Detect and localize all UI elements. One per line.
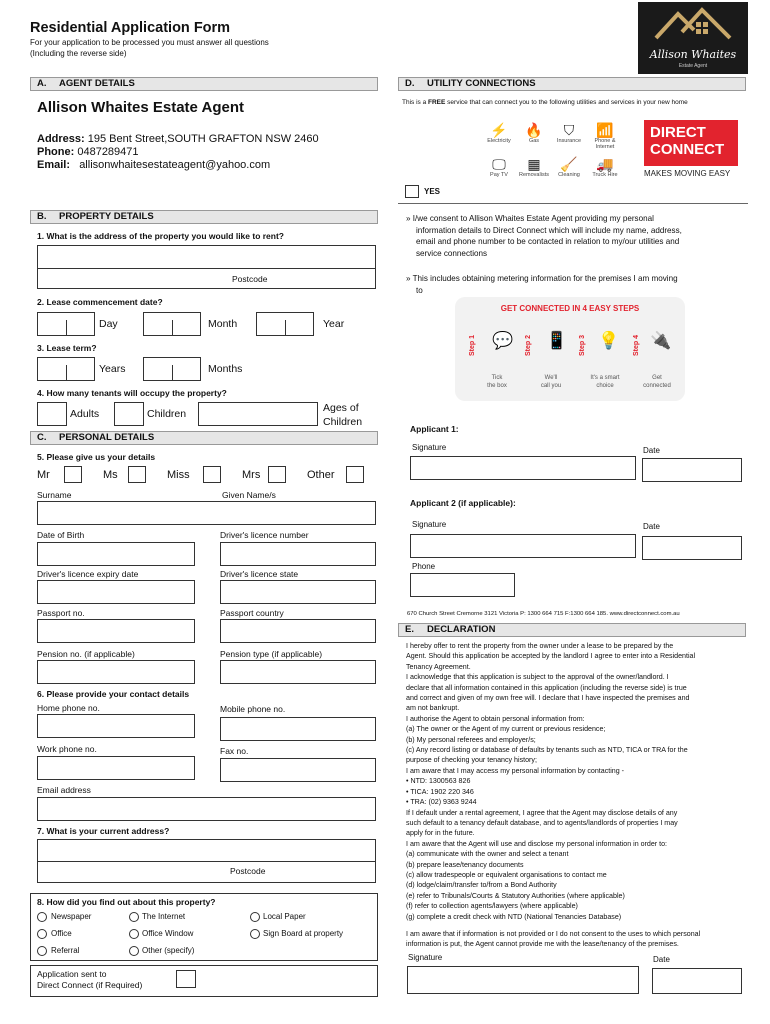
- cleaning-icon: 🧹 Cleaning: [558, 156, 580, 178]
- licence-number-label: Driver's licence number: [220, 530, 309, 540]
- declaration-signature-label: Signature: [408, 953, 443, 962]
- form-subtitle-2: (Including the reverse side): [30, 49, 127, 58]
- newspaper-label: Newspaper: [51, 912, 92, 921]
- applicant-1-label: Applicant 1:: [410, 424, 459, 434]
- phone-label: Phone: [412, 562, 436, 571]
- logo-name: Allison Whaites: [649, 48, 737, 61]
- applicant-2-date-input[interactable]: [642, 536, 742, 560]
- section-b-header: B. PROPERTY DETAILS: [30, 210, 378, 224]
- step-3-caption: It's a smart choice: [590, 375, 620, 389]
- sent-label: Application sent to Direct Connect (if Required): [37, 969, 143, 990]
- licence-expiry-input[interactable]: [37, 580, 195, 604]
- email-input[interactable]: [37, 797, 376, 821]
- ms-label: Ms: [103, 469, 118, 481]
- home-phone-input[interactable]: [37, 714, 195, 738]
- consent-text: » I/we consent to Allison Whaites Estate Agent providing my personal information details to Direct Connect which will include my name, address, email and phone number to be contacted in relation to my/our utilities and service connections: [406, 214, 682, 258]
- fax-label: Fax no.: [220, 746, 249, 756]
- declaration-text: I hereby offer to rent the property from the owner under a lease to be prepared by the Agent. Should this application be accepted by the landlord I agree to enter into a Residential Tenancy Agreement. I acknowledge that this application is subject to the approval of the owner/landlord. I declare that all information contained in this application (including the reverse side) is true and correct and given of my own free will. I declare that I have inspected the premises and am not bankrupt. I authorise the Agent to obtain personal information from: (a) The owner or the Agent of my current or previous residence; (b) My personal referees and employer/s; (c) Any record listing or database of defaults by tenants such as NTD, TICA or TRA for the purpose of checking your tenancy history; I am aware that I may access my personal information by contacting - • NTD: 1300563 826 • TICA: 1902 220 346 • TRA: (02) 9363 9244 If I default under a rental agreement, I agree that the Agent may disclose details of any such default to a tenancy default database, and to agents/landlords of properties I may apply for in the future. I am aware that the Agent will use and disclose my personal information in order to: (a) communicate with the owner and select a tenant (b) prepare lease/tenancy documents (c) allow tradespeople or equivalent organisations to contact me (d) lodge/claim/transfer to/from a Bond Authority (e) refer to Tribunals/Courts & Statutory Authorities (where applicable) (f) refer to collection agents/lawyers (where applicable) (g) complete a credit check with NTD (National Tenancies Database): [406, 642, 696, 921]
- office-window-radio[interactable]: [129, 929, 139, 939]
- miss-checkbox[interactable]: [203, 466, 221, 483]
- local-paper-label: Local Paper: [263, 912, 306, 921]
- applicant-1-signature-input[interactable]: [410, 456, 636, 480]
- name-input[interactable]: [37, 501, 376, 525]
- form-subtitle: For your application to be processed you must answer all questions: [30, 38, 269, 47]
- step-4-label: Step 4: [633, 334, 641, 357]
- yes-checkbox[interactable]: [405, 185, 419, 198]
- other-checkbox[interactable]: [346, 466, 364, 483]
- direct-connect-tagline: MAKES MOVING EASY: [644, 169, 731, 178]
- applicant-2-signature-input[interactable]: [410, 534, 636, 558]
- applicant-1-date-label: Date: [643, 446, 660, 455]
- postcode-divider: [37, 268, 376, 269]
- internet-radio[interactable]: [129, 912, 139, 922]
- pay-tv-icon: 🖵 Pay TV: [490, 156, 508, 178]
- year-label: Year: [323, 318, 345, 330]
- other-specify-radio[interactable]: [129, 946, 139, 956]
- work-phone-label: Work phone no.: [37, 744, 97, 754]
- question-8: 8. How did you find out about this property?: [37, 897, 216, 907]
- licence-state-label: Driver's licence state: [220, 569, 299, 579]
- licence-expiry-label: Driver's licence expiry date: [37, 569, 139, 579]
- dob-input[interactable]: [37, 542, 195, 566]
- chat-icon: 💬: [492, 331, 514, 350]
- current-postcode-divider: [37, 861, 376, 862]
- licence-state-input[interactable]: [220, 580, 376, 604]
- direct-connect-logo: DIRECT CONNECT: [644, 120, 738, 166]
- years-label: Years: [99, 363, 126, 375]
- internet-icon: 📶 Phone & Internet: [594, 122, 616, 150]
- mr-checkbox[interactable]: [64, 466, 82, 483]
- other-label: Other: [307, 469, 335, 481]
- step-1-caption: Tick the box: [487, 375, 507, 389]
- fax-input[interactable]: [220, 758, 376, 782]
- gas-icon: 🔥 Gas: [525, 122, 543, 144]
- surname-label: Surname: [37, 490, 72, 500]
- months-label: Months: [208, 363, 243, 375]
- applicant-1-signature-label: Signature: [412, 443, 447, 452]
- other-specify-label: Other (specify): [142, 946, 195, 955]
- licence-number-input[interactable]: [220, 542, 376, 566]
- office-radio[interactable]: [37, 929, 47, 939]
- yes-divider: [398, 203, 748, 204]
- lightbulb-icon: 💡: [598, 331, 620, 350]
- local-paper-radio[interactable]: [250, 912, 260, 922]
- children-input[interactable]: [114, 402, 144, 426]
- office-label: Office: [51, 929, 72, 938]
- children-label: Children: [147, 408, 187, 420]
- referral-radio[interactable]: [37, 946, 47, 956]
- applicant-2-label: Applicant 2 (if applicable):: [410, 498, 516, 508]
- removalists-icon: ▦ Removalists: [519, 156, 549, 178]
- pension-no-label: Pension no. (if applicable): [37, 649, 135, 659]
- truck-icon: 🚚 Truck Hire: [592, 156, 618, 178]
- sign-board-radio[interactable]: [250, 929, 260, 939]
- internet-label: The Internet: [142, 912, 186, 921]
- pension-type-label: Pension type (if applicable): [220, 649, 323, 659]
- mrs-checkbox[interactable]: [268, 466, 286, 483]
- property-address-input[interactable]: [37, 245, 376, 289]
- electricity-icon: ⚡ Electricity: [487, 122, 511, 144]
- passport-country-input[interactable]: [220, 619, 376, 643]
- declaration-signature-input[interactable]: [407, 966, 639, 994]
- sign-board-label: Sign Board at property: [263, 929, 344, 938]
- house-roof-icon: [638, 2, 748, 46]
- question-5: 5. Please give us your details: [37, 452, 156, 462]
- form-title: Residential Application Form: [30, 20, 231, 36]
- phone-input[interactable]: [410, 573, 515, 597]
- direct-connect-footer: 670 Church Street Cremorne 3121 Victoria P: 1300 664 715 F:1300 664 185. www.directconnect.com.au: [407, 611, 680, 617]
- miss-label: Miss: [167, 469, 190, 481]
- home-phone-label: Home phone no.: [37, 703, 100, 713]
- work-phone-input[interactable]: [37, 756, 195, 780]
- day-label: Day: [99, 318, 118, 330]
- step-2-caption: We'll call you: [540, 375, 562, 389]
- question-7: 7. What is your current address?: [37, 826, 170, 836]
- month-label: Month: [208, 318, 238, 330]
- email-label: Email address: [37, 785, 91, 795]
- steps-title: GET CONNECTED IN 4 EASY STEPS: [500, 304, 640, 313]
- dob-label: Date of Birth: [37, 530, 85, 540]
- question-2: 2. Lease commencement date?: [37, 297, 163, 307]
- office-window-label: Office Window: [142, 929, 194, 938]
- section-e-header: E. DECLARATION: [398, 623, 746, 637]
- mobile-phone-label: Mobile phone no.: [220, 704, 286, 714]
- passport-no-input[interactable]: [37, 619, 195, 643]
- postcode-label: Postcode: [232, 274, 268, 284]
- ages-label: Ages of Children: [323, 402, 363, 428]
- mrs-label: Mrs: [242, 469, 261, 481]
- metering-text: » This includes obtaining metering information for the premises I am moving to: [406, 274, 678, 295]
- insurance-icon: ⛉ Insurance: [556, 122, 582, 144]
- newspaper-radio[interactable]: [37, 912, 47, 922]
- yes-label: YES: [424, 187, 441, 196]
- step-2-label: Step 2: [525, 334, 533, 357]
- adults-label: Adults: [70, 408, 100, 420]
- utility-intro: This is a FREE service that can connect you to the following utilities and services in your new home: [402, 99, 688, 106]
- plug-icon: 🔌: [650, 331, 672, 350]
- given-name-label: Given Name/s: [222, 490, 276, 500]
- pension-type-input[interactable]: [220, 660, 376, 684]
- section-c-header: C. PERSONAL DETAILS: [30, 431, 378, 445]
- declaration-date-label: Date: [653, 955, 670, 964]
- passport-no-label: Passport no.: [37, 608, 85, 618]
- passport-country-label: Passport country: [220, 608, 284, 618]
- declaration-final: I am aware that if information is not provided or I do not consent to the uses to which personal information is put, the Agent cannot provide me with the lease/tenancy of the premises.: [406, 930, 701, 949]
- declaration-date-input[interactable]: [652, 968, 742, 994]
- current-postcode-label: Postcode: [230, 866, 266, 876]
- applicant-2-signature-label: Signature: [412, 520, 447, 529]
- mr-label: Mr: [37, 469, 50, 481]
- question-3: 3. Lease term?: [37, 343, 97, 353]
- section-a-header: A. AGENT DETAILS: [30, 77, 378, 91]
- logo-sub: Estate Agent: [678, 63, 708, 69]
- question-1: 1. What is the address of the property you would like to rent?: [37, 231, 285, 241]
- applicant-1-date-input[interactable]: [642, 458, 742, 482]
- ms-checkbox[interactable]: [128, 466, 146, 483]
- referral-label: Referral: [51, 946, 80, 955]
- agent-contact: Address: 195 Bent Street,SOUTH GRAFTON NSW 2460 Phone: 0487289471 Email: allisonwhaitesestateagent@yahoo.com: [37, 133, 319, 171]
- pension-no-input[interactable]: [37, 660, 195, 684]
- phone-icon: 📱: [546, 331, 568, 350]
- adults-input[interactable]: [37, 402, 67, 426]
- step-3-label: Step 3: [579, 334, 587, 357]
- agency-logo: [638, 2, 748, 74]
- step-1-label: Step 1: [469, 334, 477, 357]
- section-d-header: D. UTILITY CONNECTIONS: [398, 77, 746, 91]
- children-ages-input[interactable]: [198, 402, 318, 426]
- question-4: 4. How many tenants will occupy the property?: [37, 388, 227, 398]
- question-6: 6. Please provide your contact details: [37, 689, 190, 699]
- mobile-phone-input[interactable]: [220, 717, 376, 741]
- applicant-2-date-label: Date: [643, 522, 660, 531]
- step-4-caption: Get connected: [643, 375, 671, 389]
- sent-checkbox[interactable]: [176, 970, 196, 988]
- agent-name: Allison Whaites Estate Agent: [37, 99, 244, 116]
